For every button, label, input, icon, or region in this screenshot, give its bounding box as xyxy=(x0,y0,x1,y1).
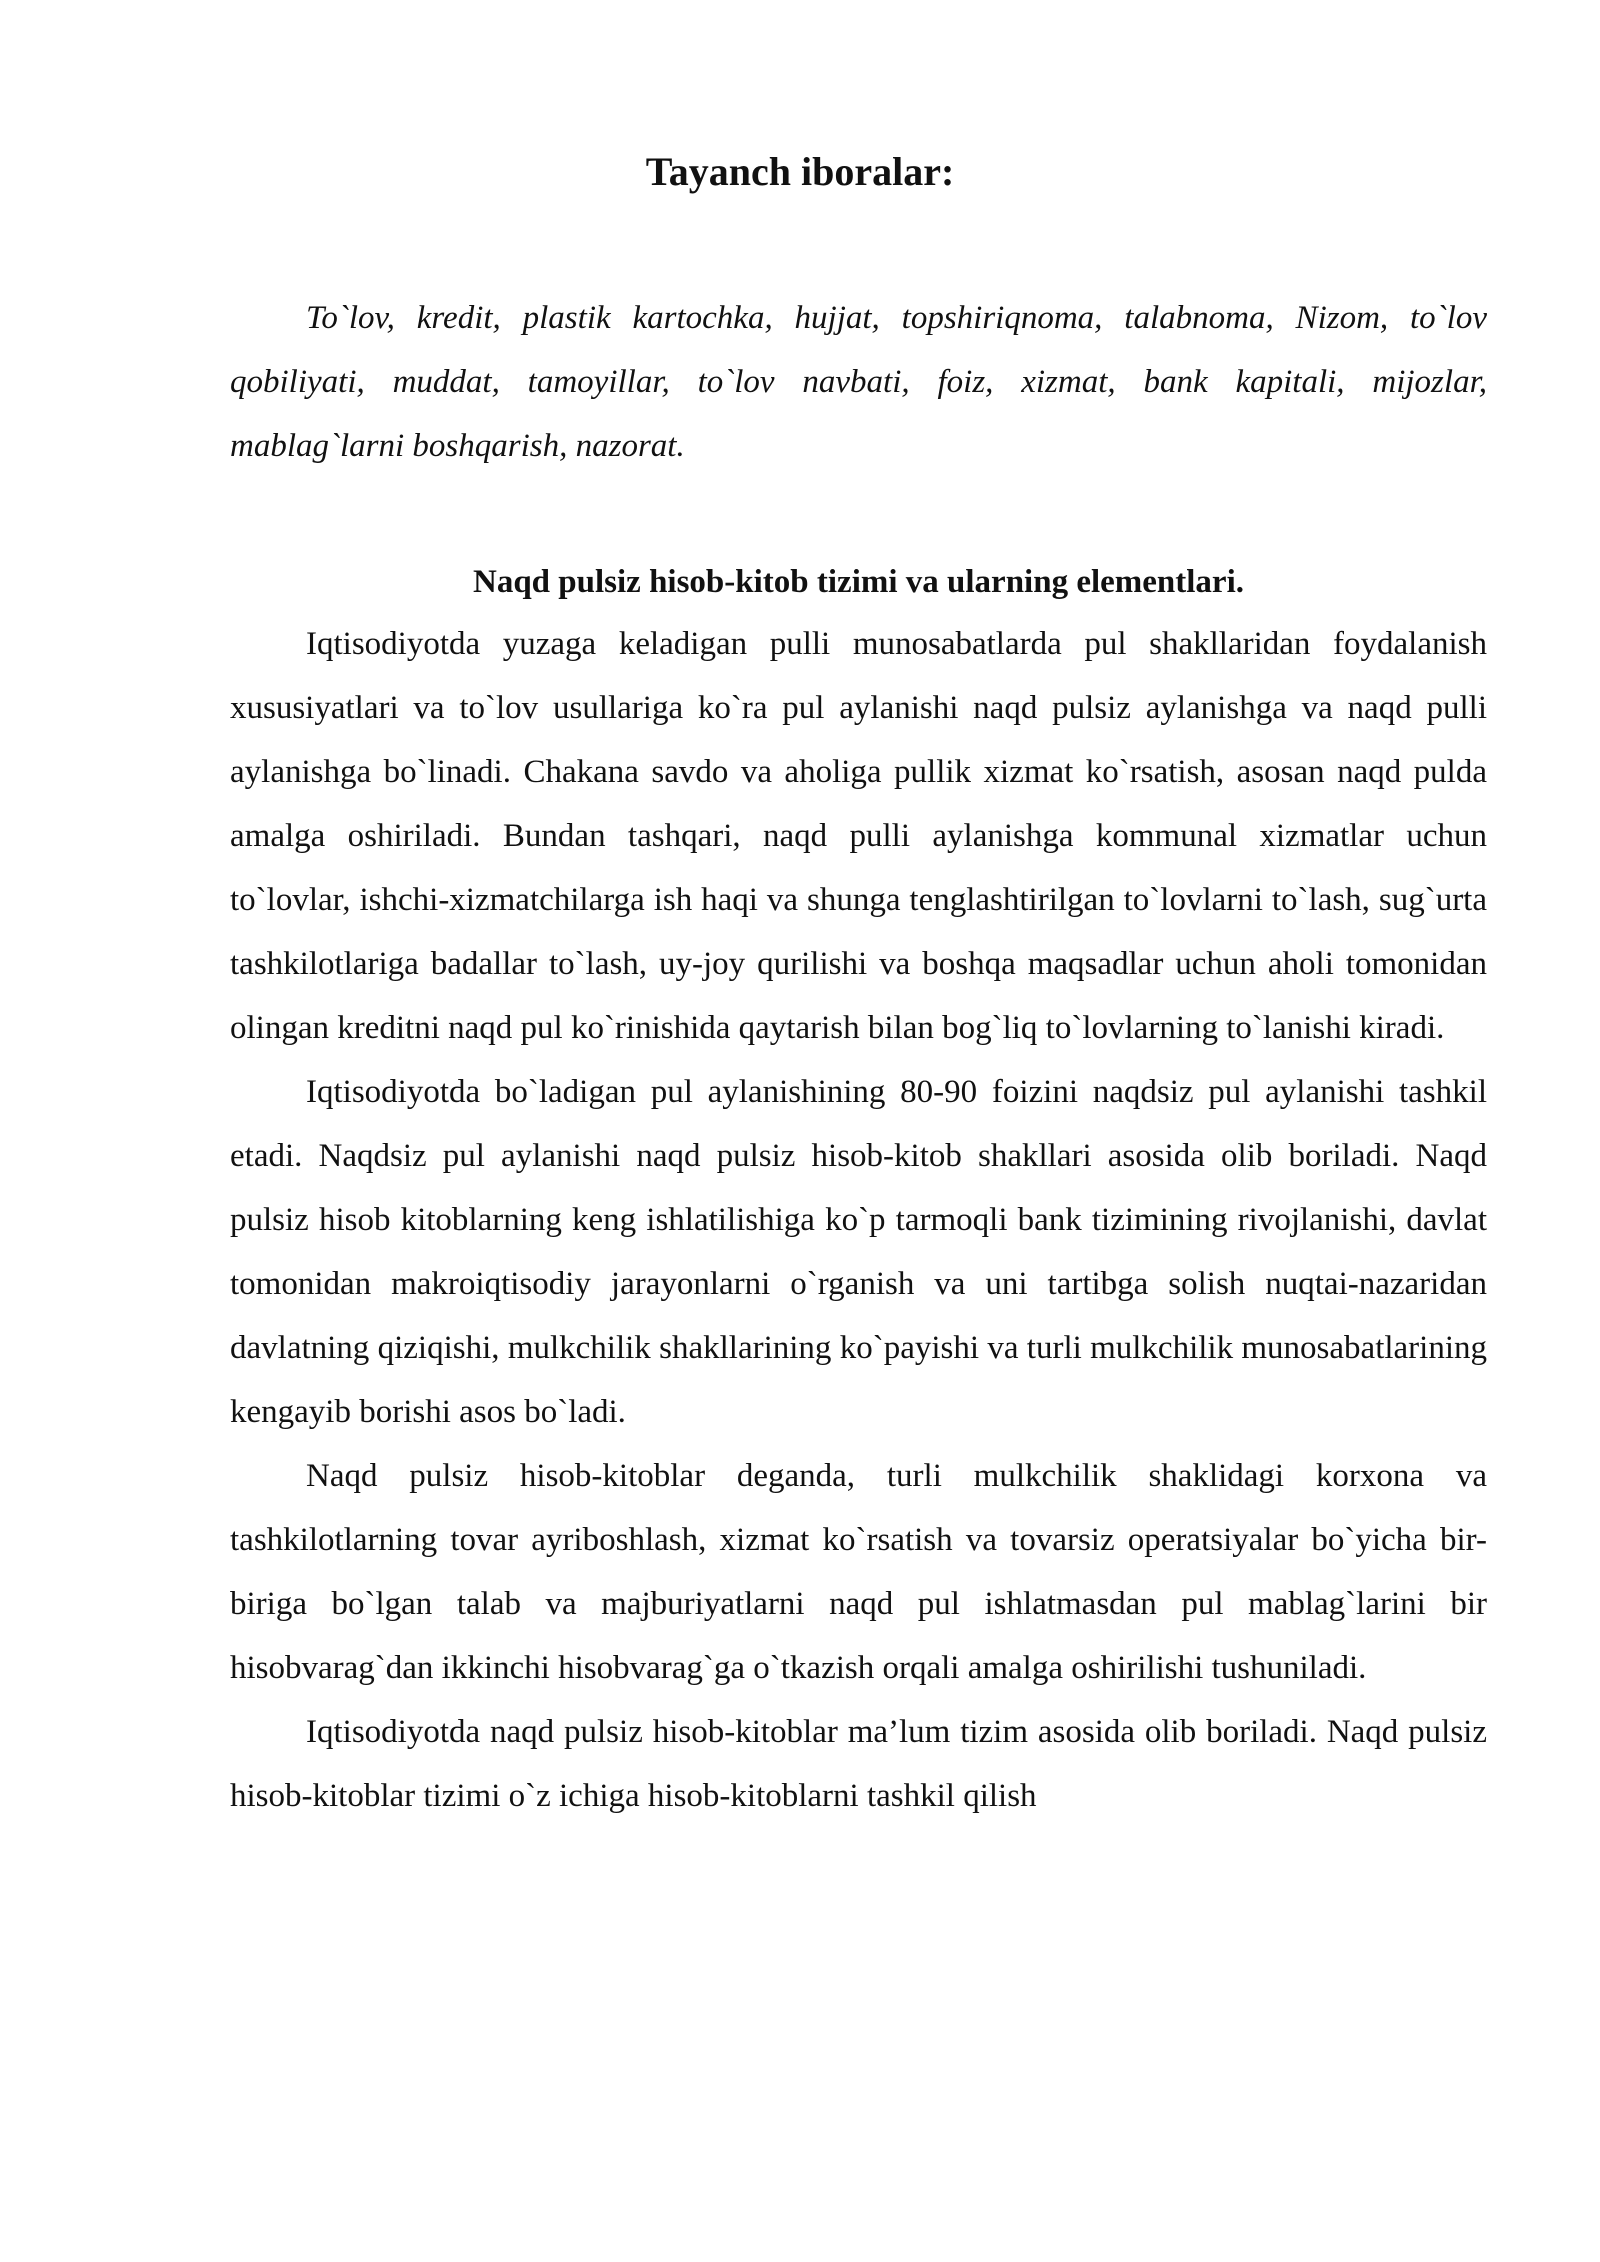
keywords-paragraph: To`lov, kredit, plastik kartochka, hujjat, topshiriqnoma, talabnoma, Nizom, to`lov qobiliyati, muddat, tamoyillar, to`lov navbati, foiz, xizmat, bank kapitali, mijozlar, mablag`larni boshqarish, nazorat. xyxy=(230,300,1487,464)
section-heading: Naqd pulsiz hisob-kitob tizimi va ularning elementlari. xyxy=(473,564,1244,600)
paragraph-1: Iqtisodiyotda yuzaga keladigan pulli munosabatlarda pul shakllaridan foydalanish xususiyatlari va to`lov usullariga ko`ra pul aylanishi naqd pulsiz aylanishga va naqd pulli aylanishga bo`linadi. Chakana savdo va aholiga pullik xizmat ko`rsatish, asosan naqd pulda amalga oshiriladi. Bundan tashqari, naqd pulli aylanishga kommunal xizmatlar uchun to`lovlar, ishchi-xizmatchilarga ish haqi va shunga tenglashtirilgan to`lovlarni to`lash, sug`urta tashkilotlariga badallar to`lash, uy-joy qurilishi va boshqa maqsadlar uchun aholi tomonidan olingan kreditni naqd pul ko`rinishida qaytarish bilan bog`liq to`lovlarning to`lanishi kiradi. xyxy=(230,626,1487,1046)
page-title: Tayanch iboralar: xyxy=(645,149,955,194)
paragraph-3: Naqd pulsiz hisob-kitoblar deganda, turli mulkchilik shaklidagi korxona va tashkilotlarning tovar ayriboshlash, xizmat ko`rsatish va tovarsiz operatsiyalar bo`yicha bir-biriga bo`lgan talab va majburiyatlarni naqd pul ishlatmasdan pul mablag`larini bir hisobvarag`dan ikkinchi hisobvarag`ga o`tkazish orqali amalga oshirilishi tushuniladi. xyxy=(230,1458,1487,1686)
paragraph-4: Iqtisodiyotda naqd pulsiz hisob-kitoblar ma’lum tizim asosida olib boriladi. Naqd pulsiz hisob-kitoblar tizimi o`z ichiga hisob-kitoblarni tashkil qilish xyxy=(230,1714,1487,1814)
body-text xyxy=(230,612,1487,1828)
paragraph-2: Iqtisodiyotda bo`ladigan pul aylanishining 80-90 foizini naqdsiz pul aylanishi tashkil etadi. Naqdsiz pul aylanishi naqd pulsiz hisob-kitob shakllari asosida olib boriladi. Naqd pulsiz hisob kitoblarning keng ishlatilishiga ko`p tarmoqli bank tizimining rivojlanishi, davlat tomonidan makroiqtisodiy jarayonlarni o`rganish va uni tartibga solish nuqtai-nazaridan davlatning qiziqishi, mulkchilik shakllarining ko`payishi va turli mulkchilik munosabatlarining kengayib borishi asos bo`ladi. xyxy=(230,1074,1487,1430)
